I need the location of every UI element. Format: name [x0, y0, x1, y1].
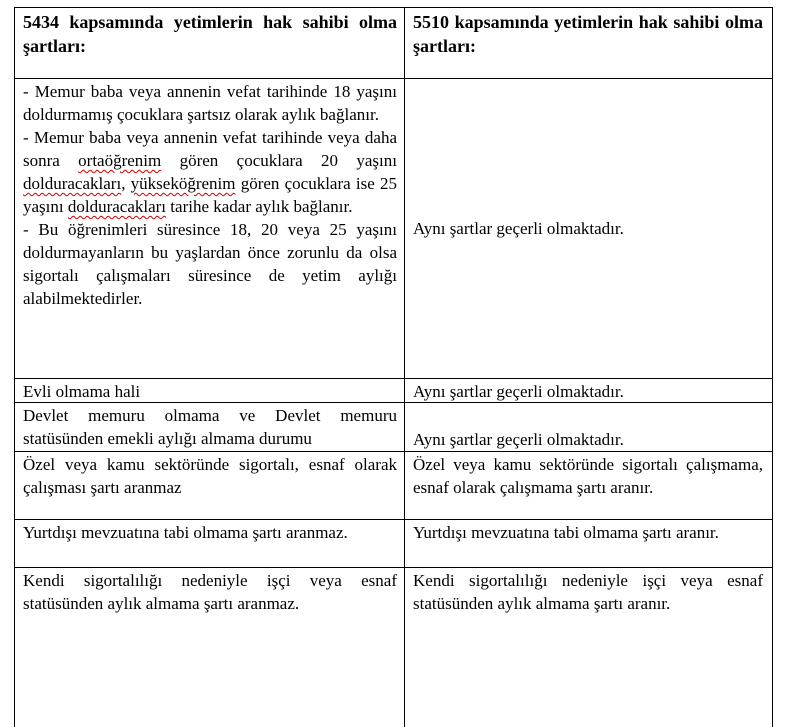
row-divider: [14, 78, 773, 79]
spellcheck-word[interactable]: dolduracakları: [23, 174, 122, 193]
spellcheck-word[interactable]: yükseköğrenim: [130, 174, 236, 193]
row-2-left-cell: Evli olmama hali: [23, 382, 141, 401]
row-divider: [14, 567, 773, 568]
row-divider: [14, 519, 773, 520]
row-5-left-cell: Yurtdışı mevzuatına tabi olmama şartı aranmaz.: [23, 523, 348, 542]
header-5434: 5434 kapsamında yetimlerin hak sahibi olma şartları:: [23, 12, 397, 56]
paragraph-working: [23, 218, 397, 310]
paragraph-text: tarihe kadar aylık bağlanır.: [166, 197, 353, 216]
paragraph-under-18: [23, 80, 397, 126]
paragraph-text: - Memur baba veya annenin vefat tarihinde 18 yaşını doldurmamış çocuklara şartsız olarak aylık bağlanır.: [23, 82, 397, 124]
row-divider: [14, 451, 773, 452]
table-border-top: [14, 7, 773, 8]
table-border-right: [772, 7, 773, 727]
row-5-right-cell: Yurtdışı mevzuatına tabi olmama şartı aranır.: [413, 523, 719, 542]
row-4-right-cell: Özel veya kamu sektöründe sigortalı çalışmama, esnaf olarak çalışmama şartı aranır.: [413, 455, 763, 497]
paragraph-text: - Bu öğrenimleri süresince 18, 20 veya 25 yaşını doldurmayanların bu yaşlardan önce zorunlu da olsa sigortalı çalışmaları süresince de yetim aylığı alabilmektedirler.: [23, 220, 397, 308]
paragraph-text: gören çocuklara ise 25 yaşını: [23, 174, 397, 216]
spellcheck-word[interactable]: dolduracakları: [67, 197, 167, 216]
paragraph-text: - Memur baba veya annenin vefat tarihinde veya daha sonra: [23, 128, 397, 170]
paragraph-text: gören çocuklara 20 yaşını: [161, 151, 397, 170]
row-1-right-cell: Aynı şartlar geçerli olmaktadır.: [413, 219, 624, 238]
column-divider: [404, 7, 405, 727]
row-3-right-cell: Aynı şartlar geçerli olmaktadır.: [413, 430, 624, 449]
comparison-table: [14, 7, 773, 727]
paragraph-text: ,: [121, 174, 131, 193]
row-3-left-cell: Devlet memuru olmama ve Devlet memuru statüsünden emekli aylığı almama durumu: [23, 406, 397, 448]
header-5510: 5510 kapsamında yetimlerin hak sahibi olma şartları:: [413, 12, 763, 56]
row-divider: [14, 378, 773, 379]
row-6-left-cell: Kendi sigortalılığı nedeniyle işçi veya esnaf statüsünden aylık almama şartı aranmaz.: [23, 571, 397, 613]
table-border-left: [14, 7, 15, 727]
spellcheck-word[interactable]: ortaöğrenim: [78, 151, 162, 170]
row-1-left-cell: [23, 80, 397, 310]
row-2-right-cell: Aynı şartlar geçerli olmaktadır.: [413, 382, 624, 401]
row-6-right-cell: Kendi sigortalılığı nedeniyle işçi veya esnaf statüsünden aylık almama şartı aranır.: [413, 571, 763, 613]
paragraph-education: [23, 126, 397, 218]
row-4-left-cell: Özel veya kamu sektöründe sigortalı, esnaf olarak çalışması şartı aranmaz: [23, 455, 397, 497]
